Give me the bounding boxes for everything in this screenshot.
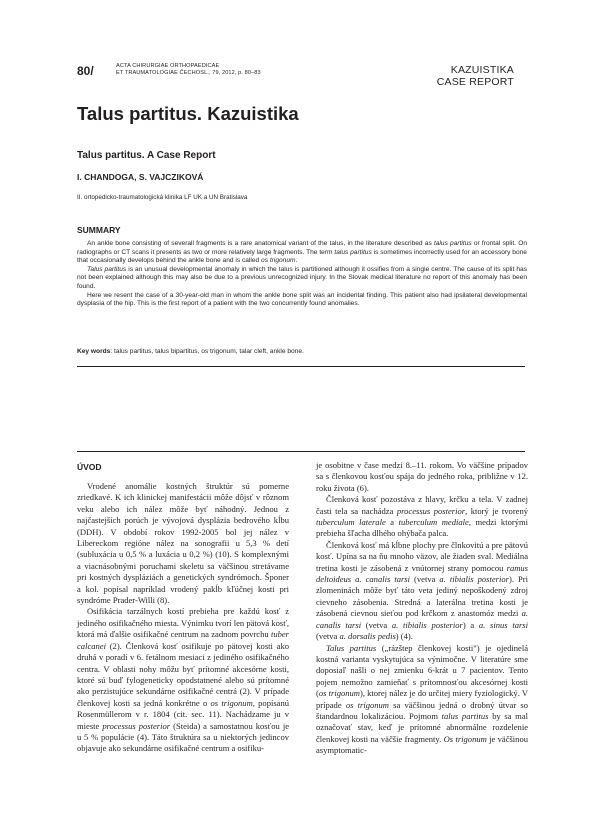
section-heading: ÚVOD <box>77 462 102 472</box>
body-paragraph: Vrodené anomálie kostných štruktúr sú pomerne zriedkavé. K ich klinickej manifestácii môže dôjsť v rôznom veku alebo ich nález môže byť náhodný. Jednou z najčastejších porúch je vývojová dysplázia bedrového kĺbu (DDH). V období rokov 1992-2005 bol jej nález v Libereckom regióne nález na sonografii u 5,3 % detí (subluxácia u 0,5 % a luxácia u 0,2 %) (10). S komplexnými a viacnásobnými poruchami skeletu sa väčšinou stretávame pri kostných dyspláziách a genetických syndrómoch. Šponer a kol. popísal napríklad vrodený pakĺb kľúčnej kosti pri syndróme Prader-Willi (8). <box>77 481 289 606</box>
body-paragraph: je osobitne v čase medzi 8.–11. rokom. Vo väčšine prípadov sa s členkovou kosťou spája do jedného roka, približne v 12. roku života (6). <box>316 460 528 493</box>
article-category <box>437 64 514 88</box>
summary-heading: SUMMARY <box>77 225 121 235</box>
body-column-left <box>77 481 289 755</box>
article-title: Talus partitus. Kazuistika <box>77 103 299 124</box>
article-subtitle: Talus partitus. A Case Report <box>77 150 216 161</box>
body-column-right <box>316 460 528 757</box>
page-number: 80/ <box>77 64 94 78</box>
body-paragraph: Talus partitus („rázštep členkovej kosti") je ojedinelá kostná varianta vyskytujúca sa výnimočne. V literatúre sme doposiaľ našli o nej zmienku 6-krát u 7 pacientov. Tento pojem nemožno zamieňať s prítomnosťou akcesórnej kosti (os trigonum), ktorej nález je do určitej miery fyziologický. V prípade os trigonum sa väčšinou jedná o drobný útvar so štandardnou lokalizáciou. Pojmom talus partitus by sa mal označovať stav, keď je prítomné abnormálne rozdelenie členkovej kosti na väčšie fragmenty. Os trigonum je väčšinou asymptomatic- <box>316 642 529 756</box>
journal-line-1: ACTA CHIRURGIAE ORTHOPAEDICAE <box>116 63 220 69</box>
summary-paragraph: Here we resent the case of a 30-year-old man in whom the ankle bone split was an incidental finding. This patient also had ipsilateral developmental dysplasia of the hip. This is the first report of a patient with the two concurrently found anomalies. <box>77 291 527 308</box>
section-divider <box>77 451 525 452</box>
summary-divider <box>77 366 525 367</box>
body-paragraph: Členková kosť pozostáva z hlavy, krčku a tela. V zadnej časti tela sa nachádza processus posterior, ktorý je tvorený tuberculum laterale a tuberculum mediale, medzi ktorými prebieha šľacha dlhého ohýbača palca. <box>316 494 529 539</box>
affiliation: II. ortopedicko-traumatologická klinika LF UK a UN Bratislava <box>77 194 248 201</box>
summary-paragraph: Talus partitus is an unusual developmental anomaly in which the talus is partitioned although it ossifies from a single centre. The cause of its split has not been explained although this may also be due to a previous unrecognized injury. In the Slovak medical literature no report of this anomaly has been found. <box>77 265 527 290</box>
body-paragraph: Osifikácia tarzálnych kostí prebieha pre každú kosť z jediného osifikačného miesta. Výnimku tvorí len pätová kosť, ktorá má ďalšie osifikačné centrum na zadnom povrchu tuber calcanei (2). Členková kosť osifikuje po pätovej kosti ako druhá v poradí v 6. fetálnom mesiaci z jediného osifikačného centra. V oblasti nohy môžu byť prítomné akcesórne kosti, ktoré sú buď fylogeneticky opodstatnené alebo sú prítomné ako perzistujúce sekundárne osifikačné centrá (2). V prípade členkovej kosti sa jedná konkrétne o os trigonum, popísanú Rosenmüllerom v r. 1804 (cit. sec. 11). Nachádzame ju v mieste processus posterior (Steida) a samostatnou kosťou je u 5 % populácie (4). Táto štruktúra sa u niektorých jedincov objavuje ako sekundárne osifikačné centrum a osifiku- <box>77 606 290 754</box>
category-line-2: CASE REPORT <box>436 76 514 88</box>
category-line-1: KAZUISTIKA <box>450 64 514 76</box>
journal-line-2: ET TRAUMATOLOGIAE ČECHOSL., 79, 2012, p. 80–83 <box>116 70 261 76</box>
keywords: Key words: talus partitus, talus bipartitus, os trigonum, talar cleft, ankle bone. <box>77 348 304 355</box>
summary-body <box>77 240 527 309</box>
journal-citation <box>116 63 261 77</box>
authors: I. CHANDOGA, S. VAJCZIKOVÁ <box>77 172 204 182</box>
body-paragraph: Členková kosť má kĺbne plochy pre člnkovitú a pre pätovú kosť. Upína sa na ňu mnoho väzov, ale žiaden sval. Mediálna tretina kosti je zásobená z vnútornej strany pomocou ramus deltoideus a. canalis tarsi (vetva a. tibialis posterior). Pri zlomeninách môže byť táto veta jediný nepoškodený zdroj cievneho zásobenia. Stredná a laterálna tretina kosti je zásobená cievnou sieťou pod krčkom z anastomóz medzi a. canalis tarsi (vetva a. tibialis posterior) a a. sinus tarsi (vetva a. dorsalis pedis) (4). <box>316 539 528 642</box>
summary-paragraph: An ankle bone consisting of severall fragments is a rare anatomical variant of the talus, in the literature described as talus partitus or frontal split. On radiographs or CT scans it presents as two or more relatively large fragments. The term talus partitus is sometimes incorrectly used for an accessory bone that occasionally develops behind the ankle bone and is called os trigonum. <box>77 240 527 265</box>
keywords-label: Key words <box>77 348 111 355</box>
